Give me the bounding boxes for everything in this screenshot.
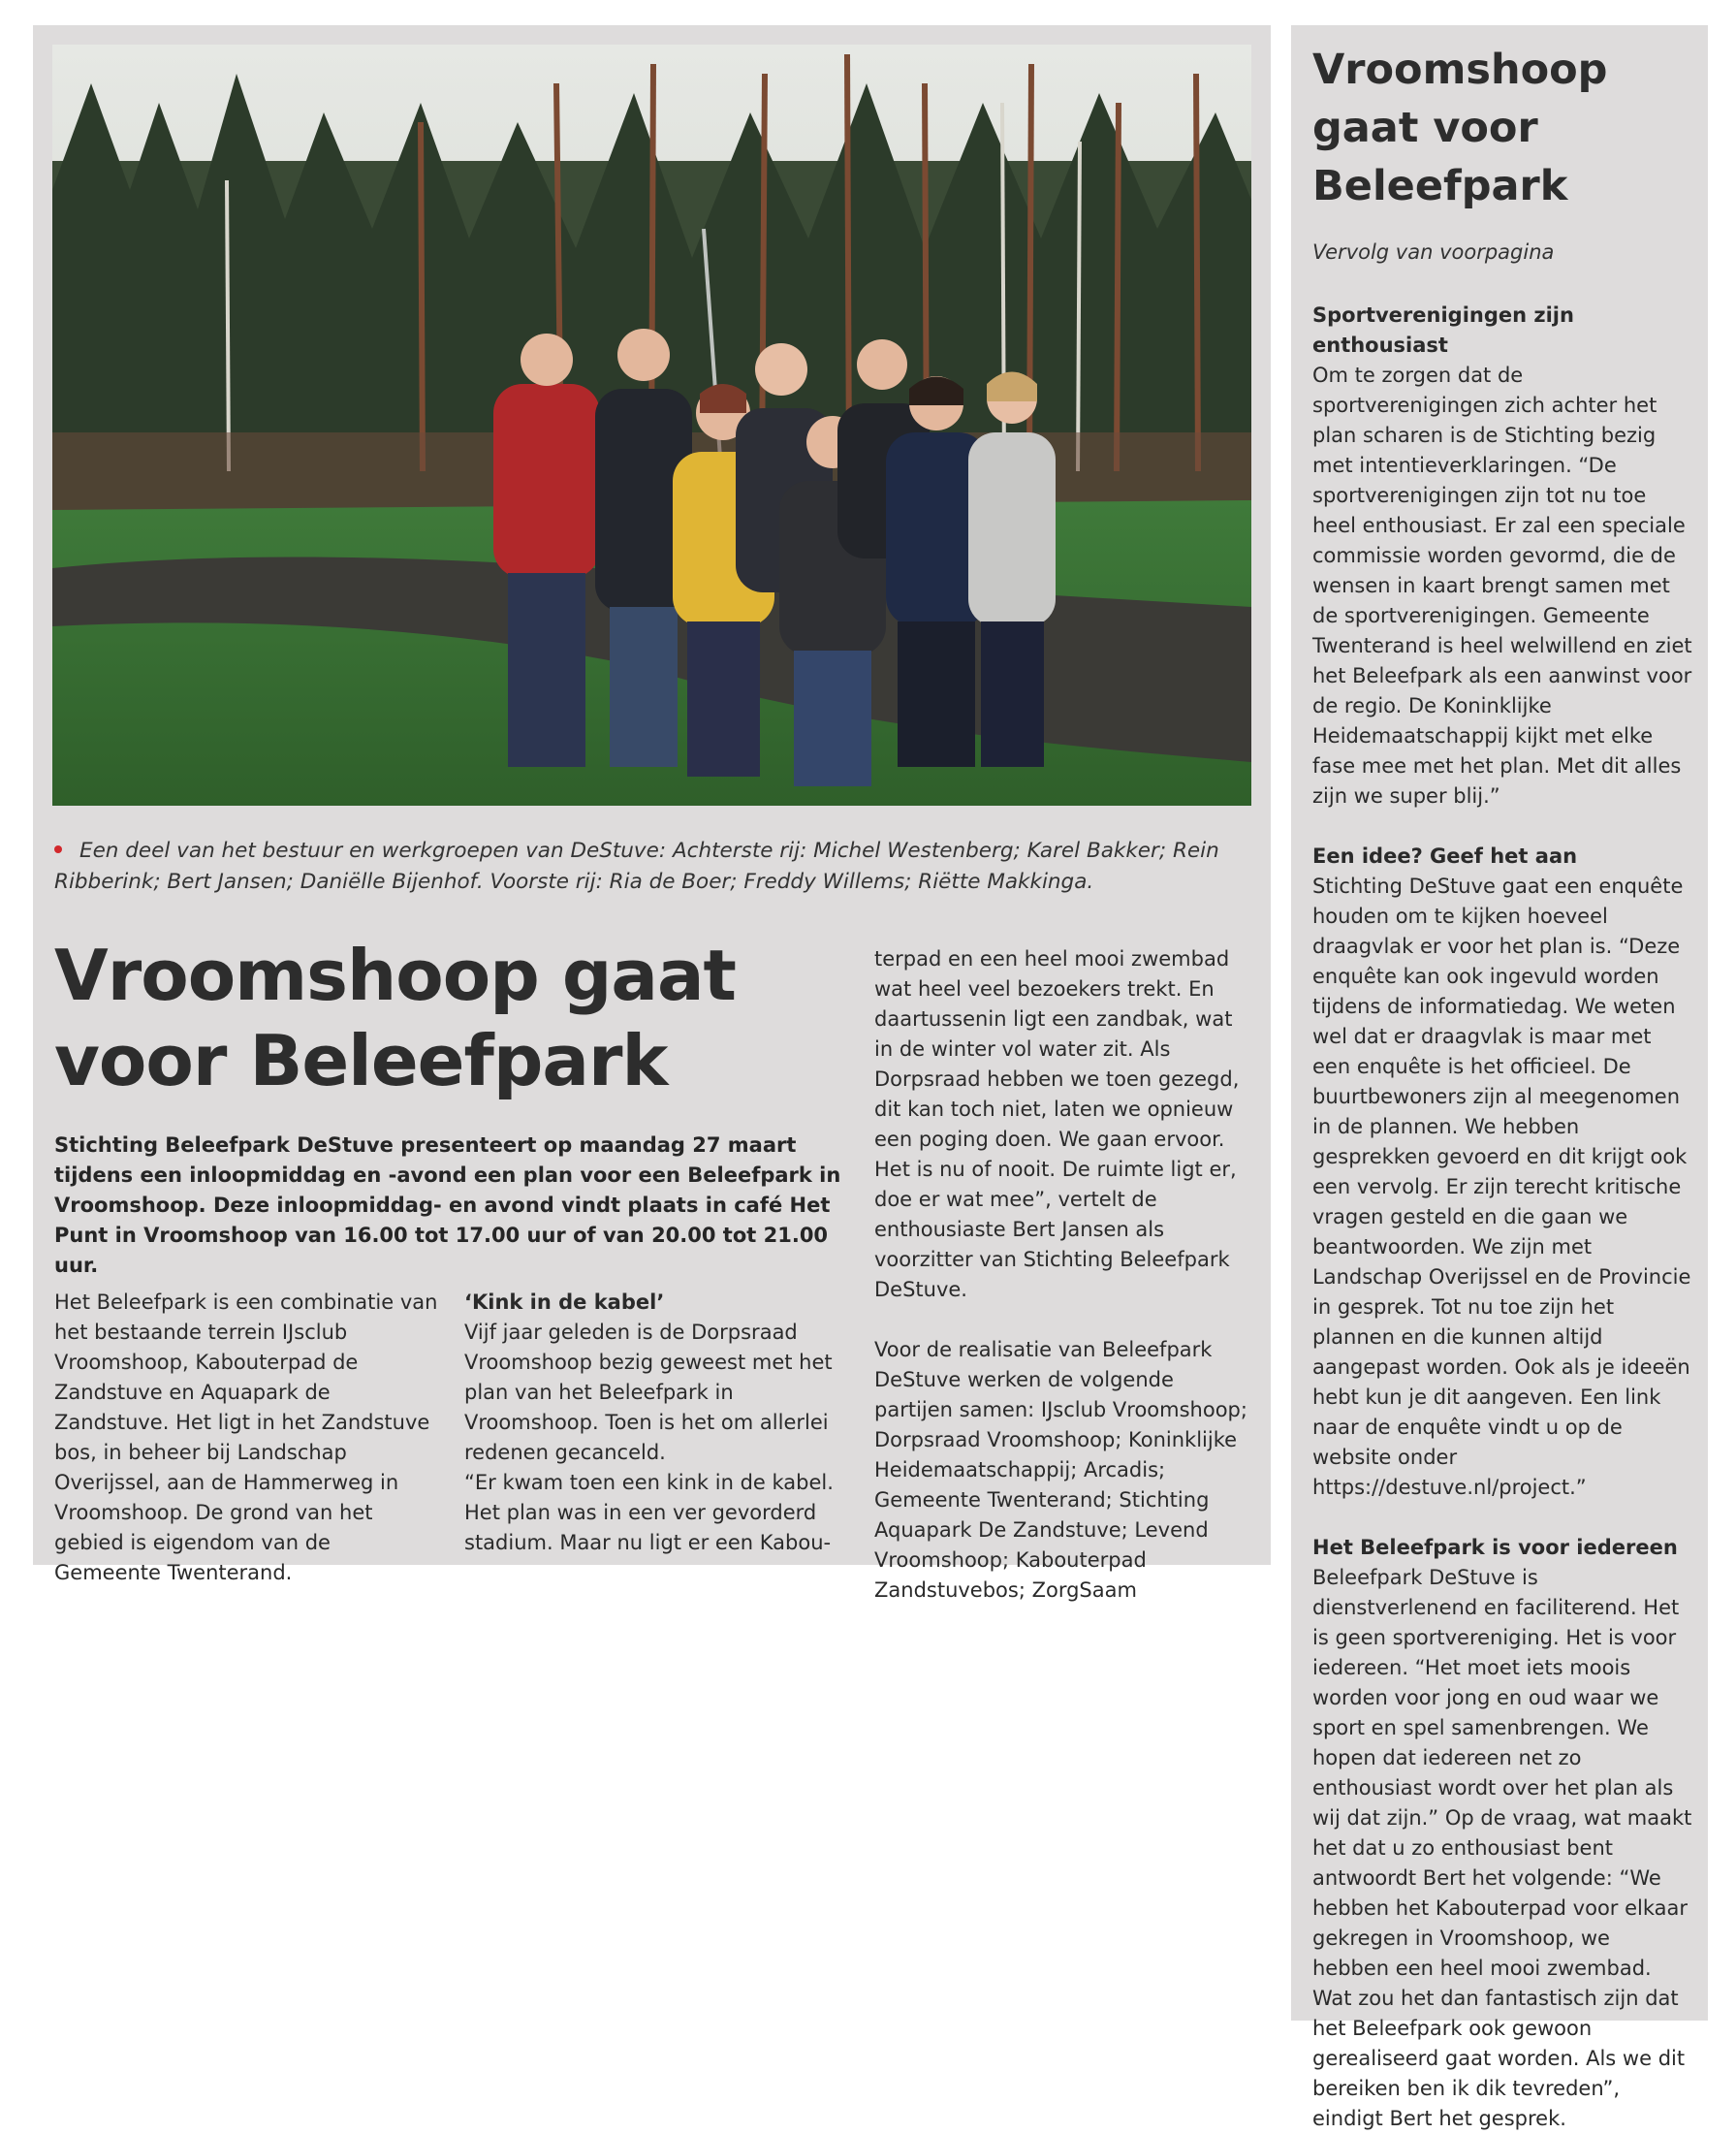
sidebar-subheading-3: Het Beleefpark is voor iedereen — [1312, 1536, 1678, 1559]
sidebar-continued-note: Vervolg van voorpagina — [1312, 240, 1555, 264]
article-headline: Vroomshoop gaat voor Beleefpark — [54, 935, 736, 1101]
group-photo — [52, 45, 1251, 806]
column-2-paragraph-1: Vijf jaar geleden is de Dorpsraad Vroomshoop bezig geweest met het plan van het Beleefpark in Vroomshoop. Toen is het om allerlei redenen gecanceld. — [464, 1321, 833, 1464]
article-column-1 — [54, 1288, 442, 1588]
photo-caption — [54, 836, 1247, 898]
column-2-paragraph-2: “Er kwam toen een kink in de kabel. Het plan was in een ver gevorderd stadium. Maar nu ligt er een Kabou- — [464, 1471, 834, 1554]
article-lead: Stichting Beleefpark DeStuve presenteert op maandag 27 maart tijdens een inloopmiddag en -avond een plan voor een Beleefpark in Vroomshoop. Deze inloopmiddag- en avond vindt plaats in café Het Punt in Vroomshoop van 16.00 tot 17.00 uur of van 20.00 tot 21.00 uur. — [54, 1133, 841, 1277]
column-3-paragraph-2: Voor de realisatie van Beleefpark DeStuve werken de volgende partijen samen: IJsclub Vroomshoop; Dorpsraad Vroomshoop; Koninklijke Heidemaatschappij; Arcadis; Gemeente Twenterand; Stichting Aquapark De Zandstuve; Levend Vroomshoop; Kabouterpad Zandstuvebos; ZorgSaam — [874, 1338, 1247, 1602]
sidebar-body — [1312, 301, 1692, 2134]
sidebar-paragraph-1: Om te zorgen dat de sportverenigingen zich achter het plan scharen is de Stichting bezig met intentieverklaringen. “De sportverenigingen zijn tot nu toe heel enthousiast. Er zal een speciale commissie worden gevormd, die de wensen in kaart brengt samen met de sportverenigingen. Gemeente Twenterand is heel welwillend en ziet het Beleefpark als een aanwinst voor de regio. De Koninklijke Heidemaatschappij kijkt met elke fase mee met het plan. Met dit alles zijn we super blij.” — [1312, 364, 1692, 808]
group-photo-illustration — [52, 45, 1251, 806]
caption-text: Een deel van het bestuur en werkgroepen van DeStuve: Achterste rij: Michel Westenberg; Karel Bakker; Rein Ribberink; Bert Jansen; Daniëlle Bijenhof. Voorste rij: Ria de Boer; Freddy Willems; Riëtte Makkinga. — [54, 839, 1219, 894]
article-clipping-sidebar — [1291, 25, 1708, 2130]
article-column-3 — [874, 944, 1252, 1606]
column-3-paragraph-1: terpad en een heel mooi zwembad wat heel veel bezoekers trekt. En daartussenin ligt een zandbak, wat in de winter vol water zit. Als Dorpsraad hebben we toen gezegd, dit kan toch niet, laten we opnieuw een poging doen. We gaan ervoor. Het is nu of nooit. De ruimte ligt er, doe er wat mee”, vertelt de enthousiaste Bert Jansen als voorzitter van Stichting Beleefpark DeStuve. — [874, 947, 1240, 1301]
article-clipping-main — [33, 25, 1271, 1602]
column-2-subheading: ‘Kink in de kabel’ — [464, 1290, 665, 1314]
sidebar-title: Vroomshoop gaat voor Beleefpark — [1312, 46, 1608, 210]
sidebar-subheading-2: Een idee? Geef het aan — [1312, 844, 1578, 868]
caption-bullet-icon — [54, 845, 62, 853]
article-column-2 — [464, 1288, 852, 1558]
sidebar-subheading-1: Sportverenigingen zijn enthousiast — [1312, 303, 1574, 357]
sidebar-paragraph-2: Stichting DeStuve gaat een enquête houden om te kijken hoeveel draagvlak er voor het plan is. “Deze enquête kan ook ingevuld worden tijdens de informatiedag. We weten wel dat er draagvlak is maar met een enquête is het officieel. De buurtbewoners zijn al meegenomen in de plannen. We hebben gesprekken gevoerd en dit krijgt ook een vervolg. Er zijn terecht kritische vragen gesteld en die gaan we beantwoorden. We zijn met Landschap Overijssel en de Provincie in gesprek. Tot nu toe zijn het plannen en die kunnen altijd aangepast worden. Ook als je ideeën hebt kun je dit aangeven. Een link naar de enquête vindt u op de website onder https://destuve.nl/project.” — [1312, 875, 1691, 1499]
sidebar-paragraph-3: Beleefpark DeStuve is dienstverlenend en faciliterend. Het is geen sportvereniging. Het is voor iedereen. “Het moet iets moois worden voor jong en oud waar we sport en spel samenbrengen. We hopen dat iedereen net zo enthousiast wordt over het plan als wij dat zijn.” Op de vraag, wat maakt het dat u zo enthousiast bent antwoordt Bert het volgende: “We hebben het Kabouterpad voor elkaar gekregen in Vroomshoop, we hebben een heel mooi zwembad. Wat zou het dan fantastisch zijn dat het Beleefpark ook gewoon gerealiseerd gaat worden. Als we dit bereiken ben ik dik tevreden”, eindigt Bert het gesprek. — [1312, 1566, 1692, 2130]
column-1-paragraph: Het Beleefpark is een combinatie van het bestaande terrein IJsclub Vroomshoop, Kabouterpad de Zandstuve en Aquapark de Zandstuve. Het ligt in het Zandstuve bos, in beheer bij Landschap Overijssel, aan de Hammerweg in Vroomshoop. De grond van het gebied is eigendom van de Gemeente Twenterand. — [54, 1290, 438, 1584]
